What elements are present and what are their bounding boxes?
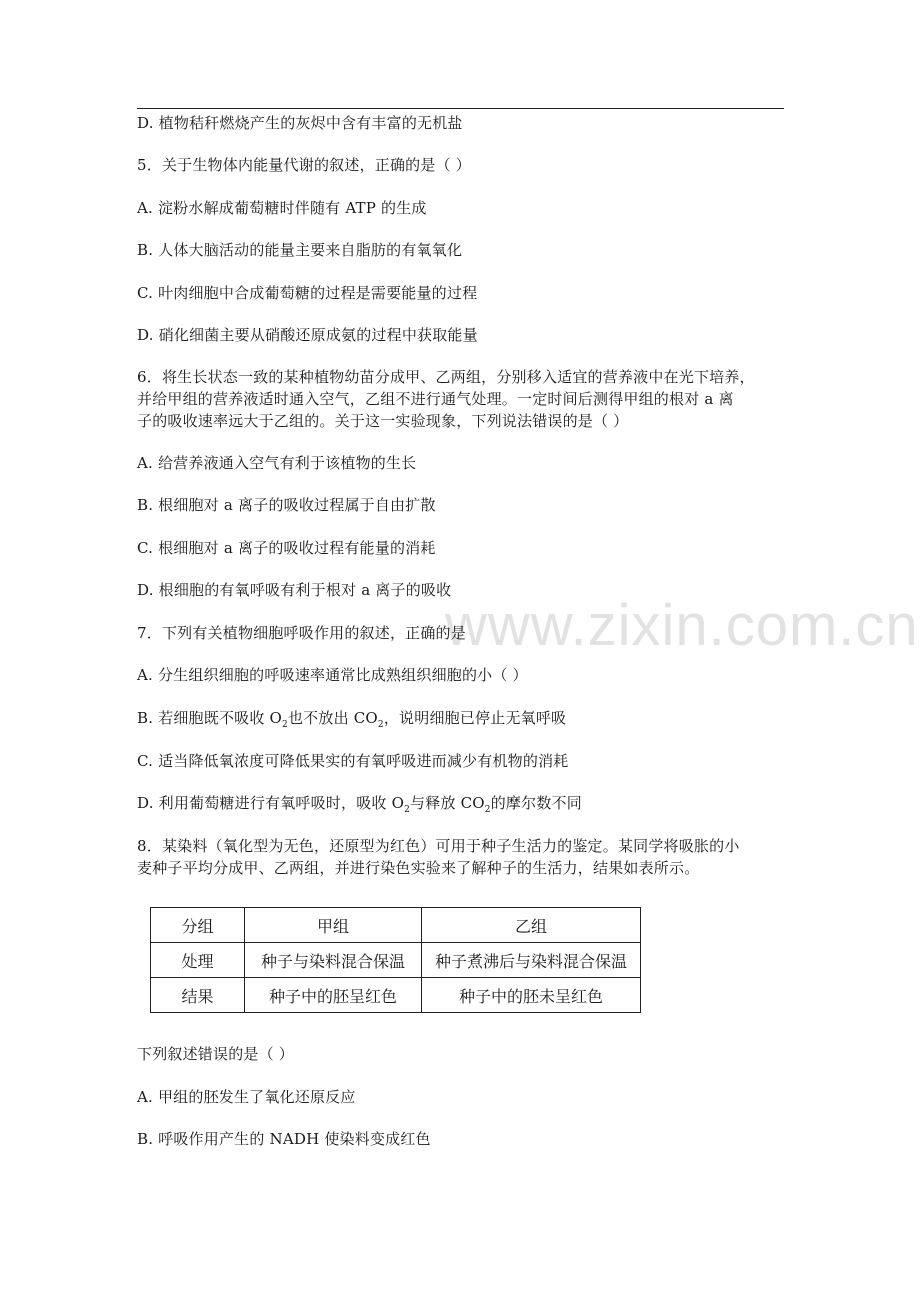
q8-option-b: B. 呼吸作用产生的 NADH 使染料变成红色 xyxy=(137,1130,431,1148)
q7-option-a: A. 分生组织细胞的呼吸速率通常比成熟组织细胞的小（ ） xyxy=(137,666,528,684)
table-row xyxy=(151,978,641,1013)
q5-option-c: C. 叶肉细胞中合成葡萄糖的过程是需要能量的过程 xyxy=(137,284,478,302)
q6-option-a: A. 给营养液通入空气有利于该植物的生长 xyxy=(137,454,417,472)
q7d-sub-2: 2 xyxy=(484,805,491,815)
q8-prompt: 下列叙述错误的是（ ） xyxy=(137,1045,294,1063)
q8-stem-line-1: 8．某染料（氧化型为无色，还原型为红色）可用于种子生活力的鉴定。某同学将吸胀的小 xyxy=(137,837,740,855)
q7-option-d xyxy=(137,792,582,821)
q4-option-d: D. 植物秸秆燃烧产生的灰烬中含有丰富的无机盐 xyxy=(137,114,463,132)
table-cell: 种子与染料混合保温 xyxy=(245,943,422,978)
q5-option-d: D. 硝化细菌主要从硝酸还原成氨的过程中获取能量 xyxy=(137,326,478,344)
q7d-text-2: 与释放 CO xyxy=(410,794,485,812)
q7b-text-1: B. 若细胞既不吸收 O xyxy=(137,709,283,727)
q7d-text-3: 的摩尔数不同 xyxy=(490,794,582,812)
q6-stem-line-1: 6．将生长状态一致的某种植物幼苗分成甲、乙两组，分别移入适宜的营养液中在光下培养， xyxy=(137,368,755,386)
q8-option-a: A. 甲组的胚发生了氧化还原反应 xyxy=(137,1088,356,1106)
q7-option-c: C. 适当降低氧浓度可降低果实的有氧呼吸进而减少有机物的消耗 xyxy=(137,752,569,770)
q7d-sub-1: 2 xyxy=(404,805,411,815)
q5-option-b: B. 人体大脑活动的能量主要来自脂肪的有氧氧化 xyxy=(137,241,463,259)
q5-option-a: A. 淀粉水解成葡萄糖时伴随有 ATP 的生成 xyxy=(137,199,427,217)
table-cell: 种子中的胚呈红色 xyxy=(245,978,422,1013)
table-header-cell: 甲组 xyxy=(245,908,422,943)
table-cell: 种子煮沸后与染料混合保温 xyxy=(422,943,641,978)
results-table xyxy=(150,907,641,1013)
q7b-text-3: ，说明细胞已停止无氧呼吸 xyxy=(383,709,567,727)
q7b-text-2: 也不放出 CO xyxy=(287,709,378,727)
q6-option-d: D. 根细胞的有氧呼吸有利于根对 a 离子的吸收 xyxy=(137,581,452,599)
q7b-sub-2: 2 xyxy=(377,720,384,730)
q6-option-b: B. 根细胞对 a 离子的吸收过程属于自由扩散 xyxy=(137,496,436,514)
q5-stem: 5．关于生物体内能量代谢的叙述，正确的是（ ） xyxy=(137,156,471,174)
table-header-cell: 分组 xyxy=(151,908,245,943)
q7b-sub-1: 2 xyxy=(282,720,288,730)
q6-option-c: C. 根细胞对 a 离子的吸收过程有能量的消耗 xyxy=(137,539,436,557)
table-cell: 种子中的胚未呈红色 xyxy=(422,978,641,1013)
table-header-cell: 乙组 xyxy=(422,908,641,943)
q7d-text-1: D. 利用葡萄糖进行有氧呼吸时，吸收 O xyxy=(137,794,405,812)
q6-stem-line-3: 子的吸收速率远大于乙组的。关于这一实验现象，下列说法错误的是（ ） xyxy=(137,412,629,430)
table-cell: 处理 xyxy=(151,943,245,978)
table-header-row xyxy=(151,908,641,943)
table-row xyxy=(151,943,641,978)
q8-stem-line-2: 麦种子平均分成甲、乙两组，并进行染色实验来了解种子的生活力，结果如表所示。 xyxy=(137,859,700,877)
header-rule xyxy=(137,108,784,109)
watermark: www.zixin.com.cn xyxy=(445,593,919,658)
q7-stem: 7．下列有关植物细胞呼吸作用的叙述，正确的是 xyxy=(137,624,466,642)
q7-option-b xyxy=(137,707,566,736)
q6-stem-line-2: 并给甲组的营养液适时通入空气，乙组不进行通气处理。一定时间后测得甲组的根对 a 离 xyxy=(137,390,734,408)
table-cell: 结果 xyxy=(151,978,245,1013)
